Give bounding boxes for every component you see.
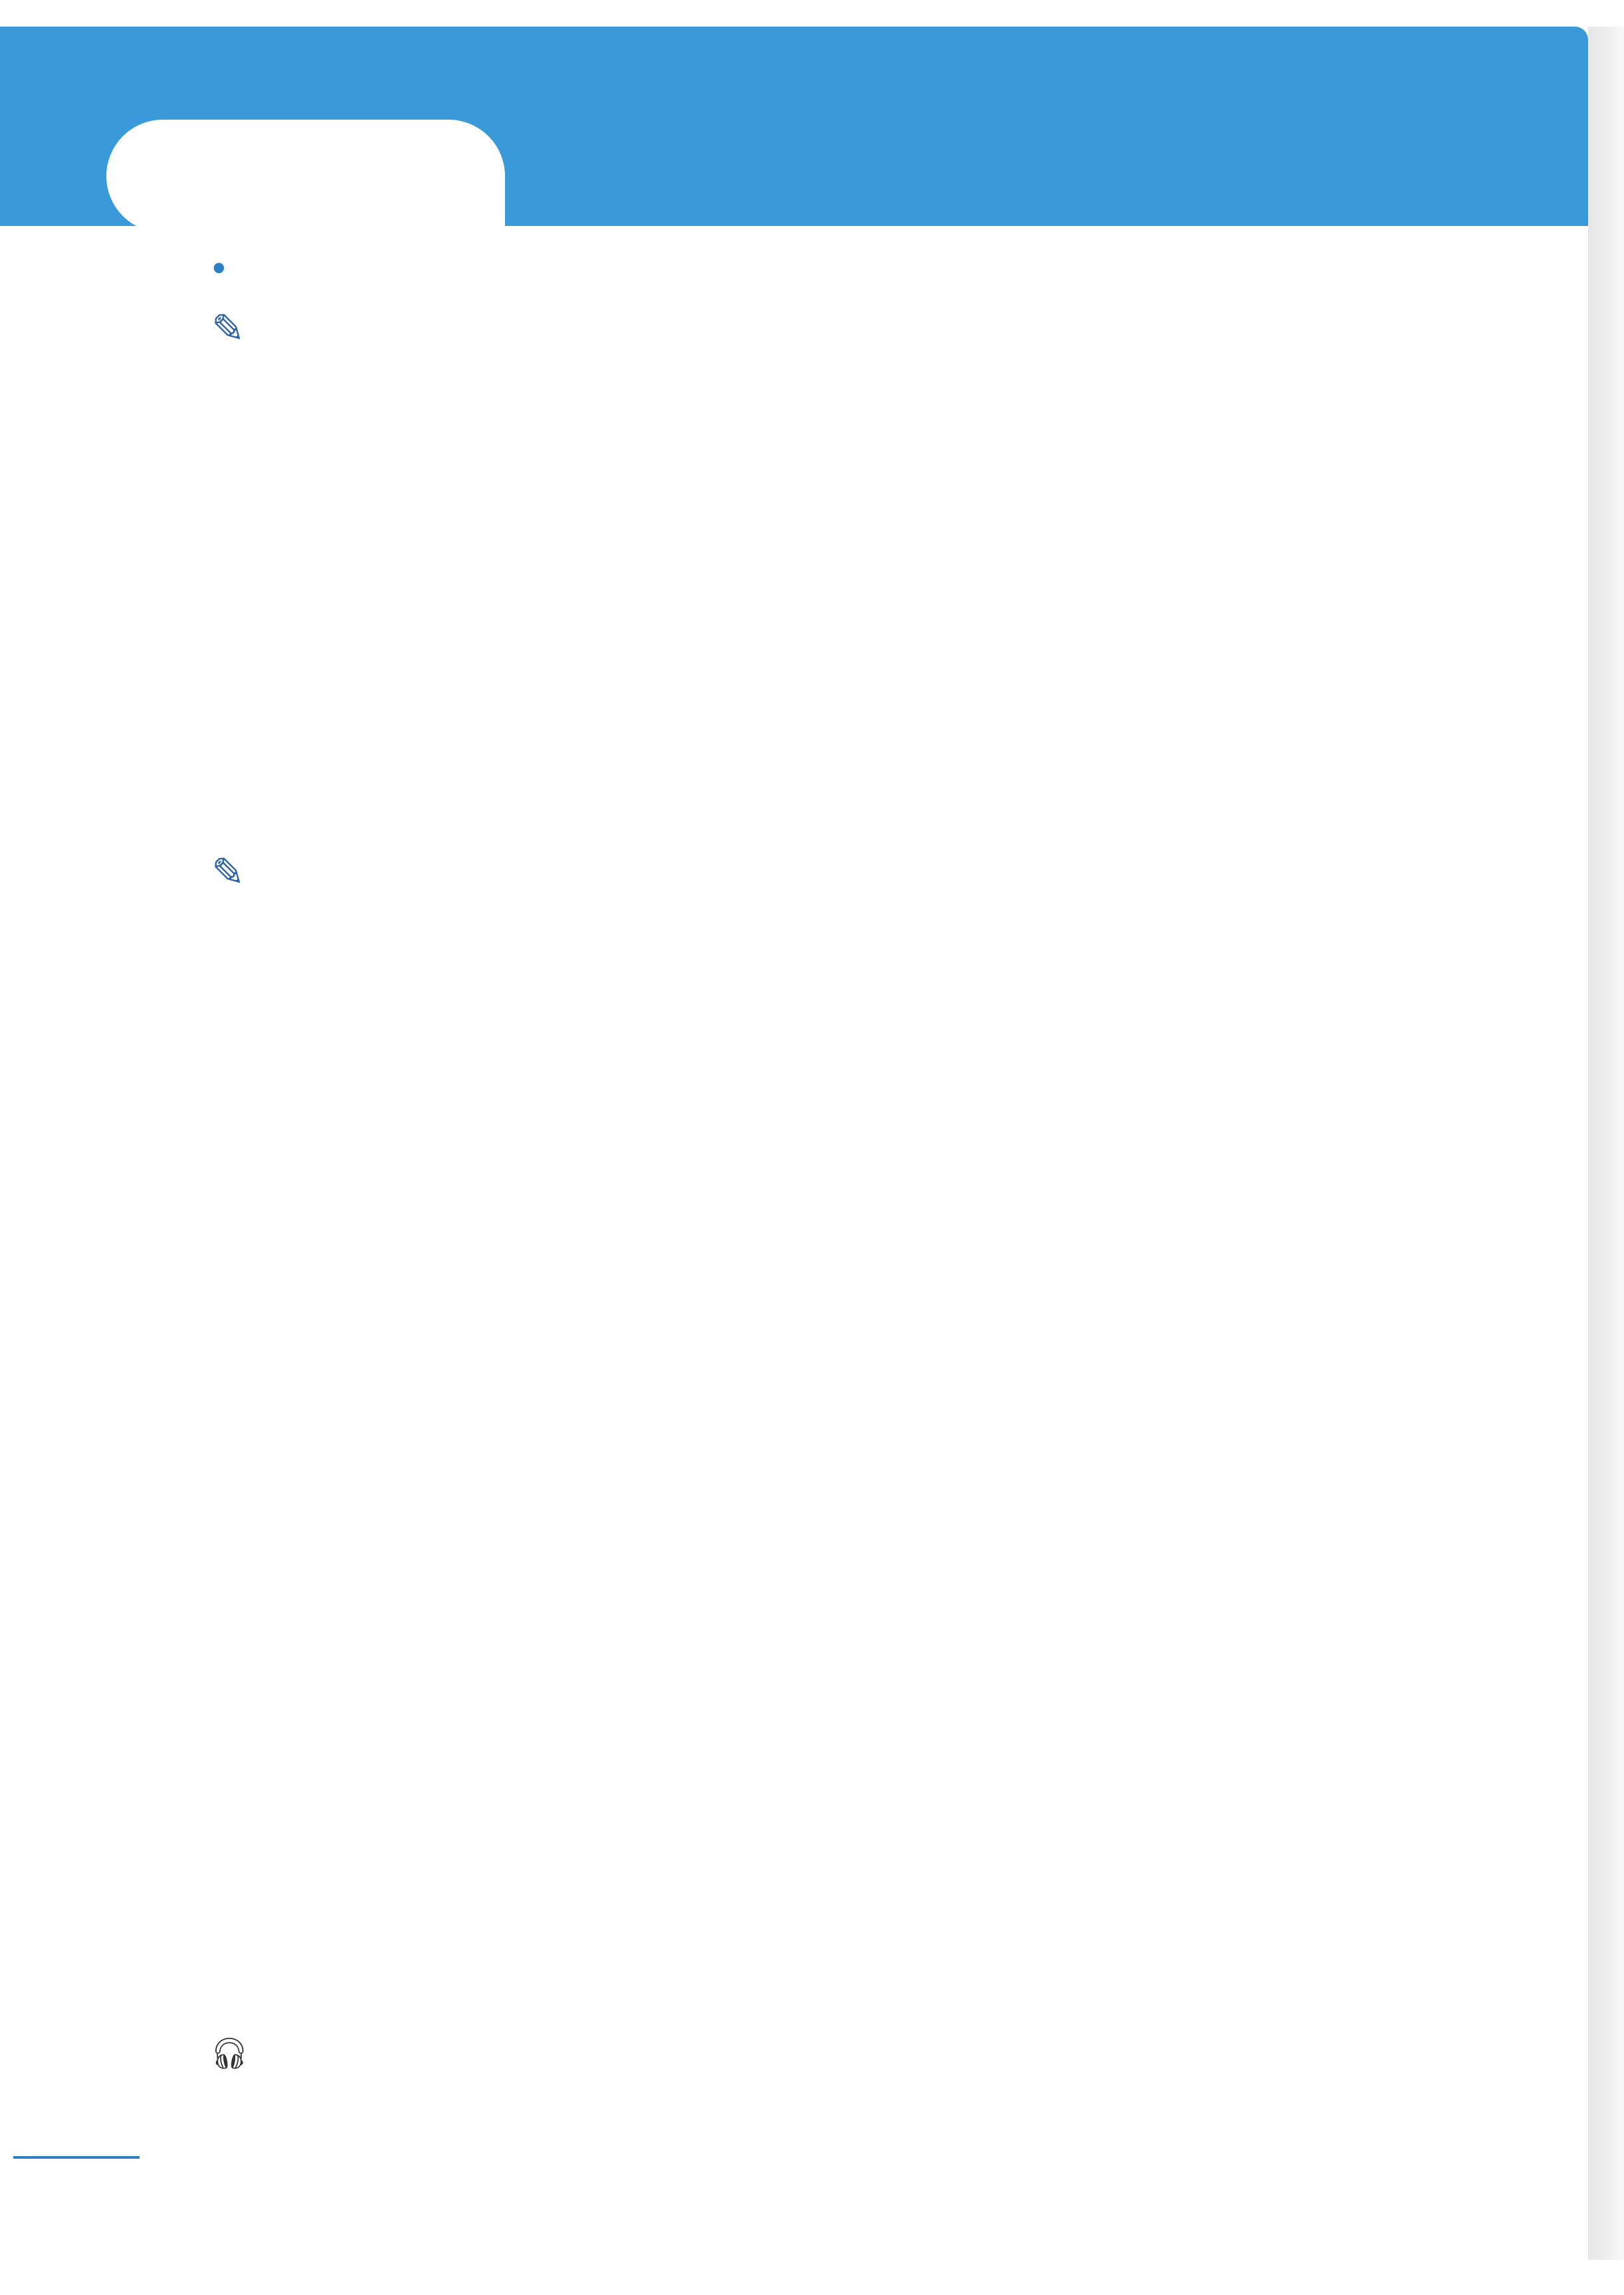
page-body xyxy=(0,226,1588,2260)
pencil-icon: ✎ xyxy=(211,306,245,351)
footer-rule xyxy=(13,2156,140,2159)
section-subtitle xyxy=(213,247,235,288)
title-pill xyxy=(106,120,505,233)
listening-choice[interactable] xyxy=(178,2106,189,2141)
listening-choice[interactable] xyxy=(1267,2110,1277,2145)
page-edge-shadow xyxy=(1588,27,1624,2260)
pencil-icon: ✎ xyxy=(211,850,245,895)
bullet-icon: • xyxy=(213,248,225,288)
listening-choice[interactable] xyxy=(906,2108,917,2144)
listening-choice[interactable] xyxy=(545,2106,556,2141)
headphones-icon: 🎧︎ xyxy=(210,2036,249,2070)
